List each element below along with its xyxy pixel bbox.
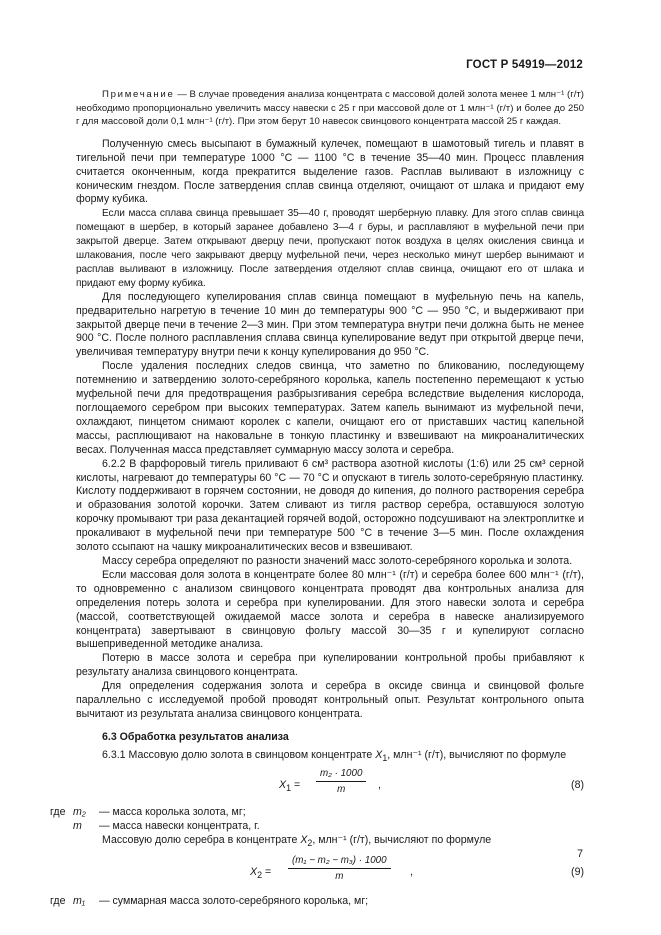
- formula-9-lhs: $X_2$ =: [250, 865, 272, 880]
- where-m2: где m₂ — масса королька золота, мг;: [50, 805, 246, 818]
- note-text: — В случае проведения анализа концентрата с массовой долей золота менее 1 млн⁻¹ (г/т) необходимо пропорционально увеличить массу навески с 25 г при массовой доле от 1 млн⁻¹ (г/т) и более до 250 г для массовой доли 0,1 млн⁻¹ (г/т). При этом берут 10 навесок свинцового концентрата массой 25 г каждая.: [76, 89, 584, 128]
- where-m1: где m₁ — суммарная масса золото-серебряного королька, мг;: [50, 894, 369, 907]
- formula-9-denominator: m: [335, 870, 344, 882]
- formula-8-number: (8): [571, 778, 584, 791]
- paragraph-6-2-2: 6.2.2 В фарфоровый тигель приливают 6 см³ раствора азотной кислоты (1:6) или 25 см³ серной кислоты, нагревают до температуры 60 °С — 70 °С и опускают в тигель золото-серебряную пластинку. Кислоту поддерживают в горячем состоянии, не доводя до кипения, до полного растворения серебра и образования золотой корочки. Затем сливают из тигля раствор серебра, оставшуюся золотую корочку промывают три раза декантацией горячей водой, осторожно подсушивают на электроплитке и прокаливают в муфельной печи при температуре 500 °С в течение 3—5 мин. После охлаждения золото ссыпают на чашку микроаналитических весов и взвешивают.: [76, 457, 584, 554]
- formula-8-denominator: m: [337, 783, 346, 795]
- note-paragraph: [76, 88, 584, 129]
- paragraph-silver-formula: Массовую долю серебра в концентрате $X_2$, млн⁻¹ (г/т), вычисляют по формуле: [102, 833, 492, 848]
- paragraph-melting: Полученную смесь высыпают в бумажный кулечек, помещают в шамотовый тигель и плавят в тигельной печи при температуре 1000 °С — 1100 °С в течение 35—40 мин. Процесс плавления считается оконченным, когда прекратится выделение газов. Расплав выливают в изложницу с коническим гнездом. После затвердения сплав свинца отделяют, очищают от шлака и придают ему форму кубика.: [76, 137, 584, 206]
- formula-9-number: (9): [571, 865, 584, 878]
- page-content: [50, 88, 584, 909]
- formula-8-fraction: [316, 768, 366, 795]
- formula-8-tail: ,: [378, 778, 381, 791]
- formula-9-fraction: [288, 855, 391, 882]
- formula-9-tail: ,: [410, 865, 413, 878]
- paragraph-scorification: Если масса сплава свинца превышает 35—40 г, проводят шерберную плавку. Для этого сплав свинца помещают в шербер, в который заранее добавлено 3—4 г буры, и расплавляют в муфельной печи при закрытой дверце. Затем открывают дверцу печи, пропускают поток воздуха в целях окисления свинца и шлакования, после чего закрывают дверцу муфельной печи, через несколько минут шербер вынимают и расплав выливают в изложницу. После затвердения отделяют сплав свинца, очищают его от шлака и придают ему форму кубика.: [76, 208, 584, 289]
- section-title: 6.3 Обработка результатов анализа: [102, 730, 289, 743]
- formula-8-numerator: m₂ · 1000: [316, 768, 366, 782]
- formula-8: [76, 766, 584, 806]
- where-m: m — масса навески концентрата, г.: [72, 819, 260, 832]
- formula-8-lhs: $X_1$ =: [279, 778, 301, 793]
- standard-header: ГОСТ Р 54919—2012: [466, 59, 583, 71]
- paragraph-cupellation: Для последующего купелирования сплав свинца помещают в муфельную печь на капель, предварительно нагретую в течение 10 мин до температуры 900 °С — 950 °С, и выдерживают при закрытой дверце печи в течение 2—3 мин. При этом температура внутри печи должна быть не менее 900 °С. После полного расплавления сплава свинца купелирование ведут при открытой дверце печи, увеличивая температуру внутри печи к концу купелирования до 950 °С.: [76, 290, 584, 359]
- formula-9-numerator: (m₁ − m₂ − m₃) · 1000: [288, 855, 391, 869]
- page-number: 7: [577, 848, 583, 860]
- note-label: Примечание: [102, 89, 175, 100]
- paragraph-blank-test: Для определения содержания золота и серебра в оксиде свинца и свинцовой фольге параллельно с исследуемой пробой проводят контрольный опыт. Результат контрольного опыта вычитают из результата анализа свинцового концентрата.: [76, 680, 584, 720]
- paragraph-bead-removal: После удаления последних следов свинца, что заметно по бликованию, последующему потемнению и затвердению золото-серебряного королька, капель постепенно перемещают к устью муфельной печи для предотвращения разбрызгивания серебра вследствие выделения кислорода, поглощаемого серебром при высоких температурах. Затем капель вынимают из муфельной печи, охлаждают, пинцетом снимают королек с капели, очищают его от приставших частиц капельной массы, расплющивают на наковальне в тонкую пластинку и взвешивают на микроаналитических весах. Полученная масса представляет суммарную массу золота и серебра.: [76, 360, 584, 456]
- formula-9: [76, 851, 584, 895]
- paragraph-losses: Потерю в массе золота и серебра при купелировании контрольной пробы прибавляют к результату анализа свинцового концентрата.: [76, 652, 584, 679]
- paragraph-control-analysis: Если массовая доля золота в концентрате более 80 млн⁻¹ (г/т) и серебра более 600 млн⁻¹ (г/т), то одновременно с анализом свинцового концентрата проводят два контрольных анализа для определения потерь золота и серебра при купелировании. Для этого навески золота и серебра (массой, соответствующей ожидаемой массе золота и серебра в навеске анализируемого концентрата) завертывают в свинцовую фольгу массой 30—35 г и купелируют согласно вышеприведенной методике анализа.: [76, 568, 584, 651]
- paragraph-6-3-1: 6.3.1 Массовую долю золота в свинцовом концентрате $X_1$, млн⁻¹ (г/т), вычисляют по формуле: [102, 748, 567, 763]
- paragraph-silver-mass: Массу серебра определяют по разности значений масс золото-серебряного королька и золота.: [102, 554, 573, 567]
